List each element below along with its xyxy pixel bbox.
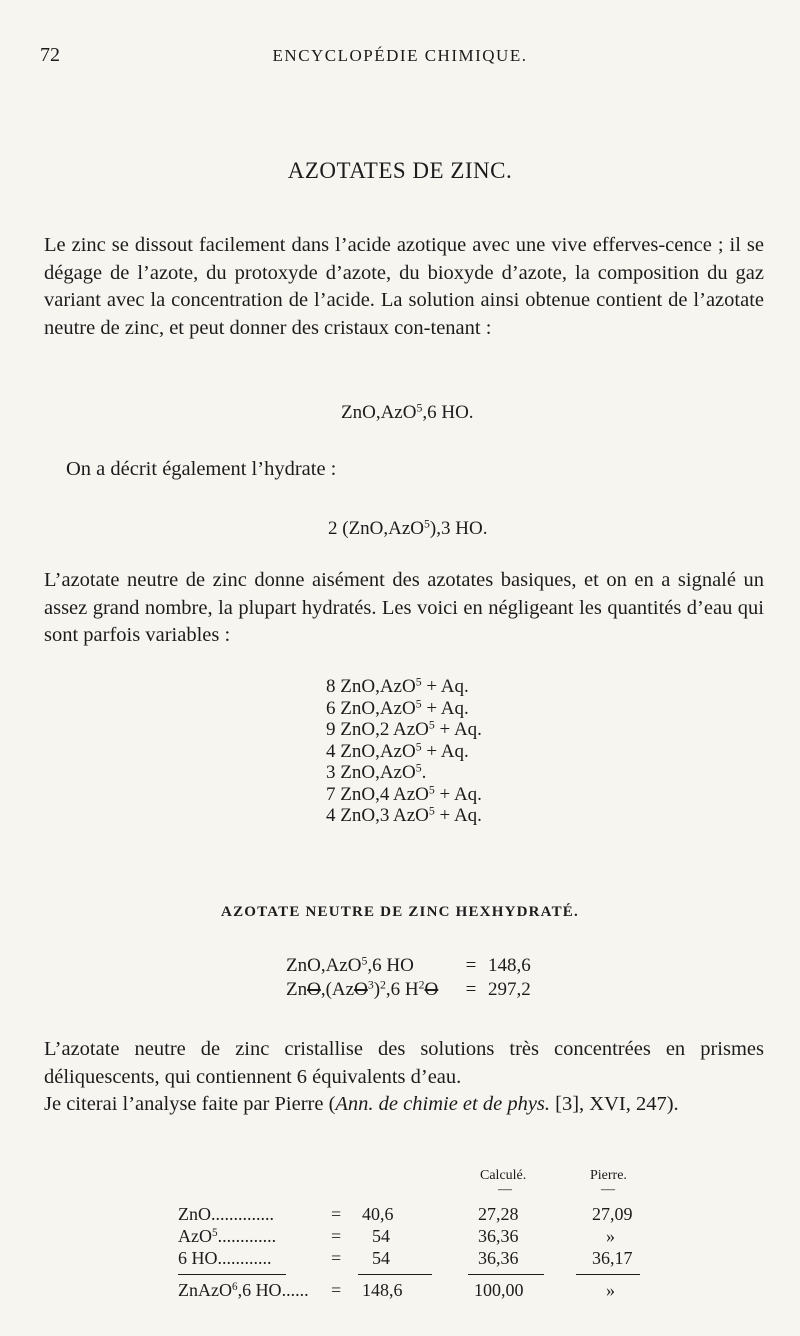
table-row: AzO$^5$............. = 54 36,36 » [178, 1226, 615, 1246]
column-dash: — [601, 1182, 615, 1197]
formula-hydrate: 2 (ZnO,AzO$^5$),3 HO. [328, 517, 488, 539]
journal-title: Ann. de chimie et de phys. [335, 1093, 551, 1115]
total-rule [178, 1274, 286, 1275]
table-total-row: ZnAzO$^6$,6 HO...... = 148,6 100,00 » [178, 1280, 615, 1300]
formula-neutral-nitrate: ZnO,AzO$^5$,6 HO. [341, 401, 474, 423]
paragraph-basic-nitrates: L’azotate neutre de zinc donne aisément des azotates basiques, et on en a signalé un assez grand nombre, la plupart hydratés. Les voici en négligeant les quantités d’eau qui sont parfois variables : [44, 569, 764, 646]
equivalent-row-old-notation: ZnO,AzO$^5$,6 HO = 148,6 [286, 954, 531, 976]
column-header-calcule: Calculé. [480, 1168, 527, 1183]
analysis-table [178, 1168, 658, 1318]
subheading-hexahydrate: AZOTATE NEUTRE DE ZINC HEXHYDRATÉ. [221, 904, 579, 920]
basic-nitrate-formula: 7 ZnO,4 AzO$^5$ + Aq. [326, 783, 482, 805]
paragraph-crystallization: L’azotate neutre de zinc cristallise des solutions très concentrées en prismes déliquescents, qui contiennent 6 équivalents d’eau. [44, 1038, 764, 1088]
paragraph-zinc-dissolution: Le zinc se dissout facilement dans l’acide azotique avec une vive efferves-cence ; il se dégage de l’azote, du protoxyde d’azote, du bioxyde d’azote, la composition du gaz variant avec la concentration de l’acide. La solution ainsi obtenue contient de l’azotate neutre de zinc, et peut donner des cristaux con-tenant : [44, 234, 764, 339]
basic-nitrate-formula: 8 ZnO,AzO$^5$ + Aq. [326, 675, 469, 697]
running-head [0, 44, 800, 74]
basic-nitrate-formula: 9 ZnO,2 AzO$^5$ + Aq. [326, 718, 482, 740]
page-number: 72 [40, 44, 60, 66]
basic-nitrate-formula: 6 ZnO,AzO$^5$ + Aq. [326, 697, 469, 719]
basic-nitrate-formula: 4 ZnO,AzO$^5$ + Aq. [326, 740, 469, 762]
total-rule [358, 1274, 432, 1275]
running-title: ENCYCLOPÉDIE CHIMIQUE. [272, 46, 528, 65]
paragraph-analysis-citation: Je citerai l’analyse faite par Pierre (Ann. de chimie et de phys. [3], XVI, 247). [44, 1093, 679, 1115]
basic-nitrate-formula: 4 ZnO,3 AzO$^5$ + Aq. [326, 804, 482, 826]
total-rule [576, 1274, 640, 1275]
basic-nitrates-list [326, 676, 482, 827]
column-header-pierre: Pierre. [590, 1168, 627, 1183]
table-row: 6 HO............ = 54 36,36 36,17 [178, 1248, 633, 1268]
equivalent-weights [286, 954, 531, 1002]
equivalent-row-atomic-notation: $ZnO,(AzO^3)^2,6$ $H^2O$ = 297,2 [286, 978, 531, 1000]
table-row: ZnO.............. = 40,6 27,28 27,09 [178, 1204, 633, 1224]
section-title: AZOTATES DE ZINC. [287, 158, 513, 183]
column-dash: — [498, 1182, 512, 1197]
basic-nitrate-formula: 3 ZnO,AzO$^5$. [326, 761, 427, 783]
total-rule [468, 1274, 544, 1275]
paragraph-hydrate-intro: On a décrit également l’hydrate : [66, 458, 337, 480]
